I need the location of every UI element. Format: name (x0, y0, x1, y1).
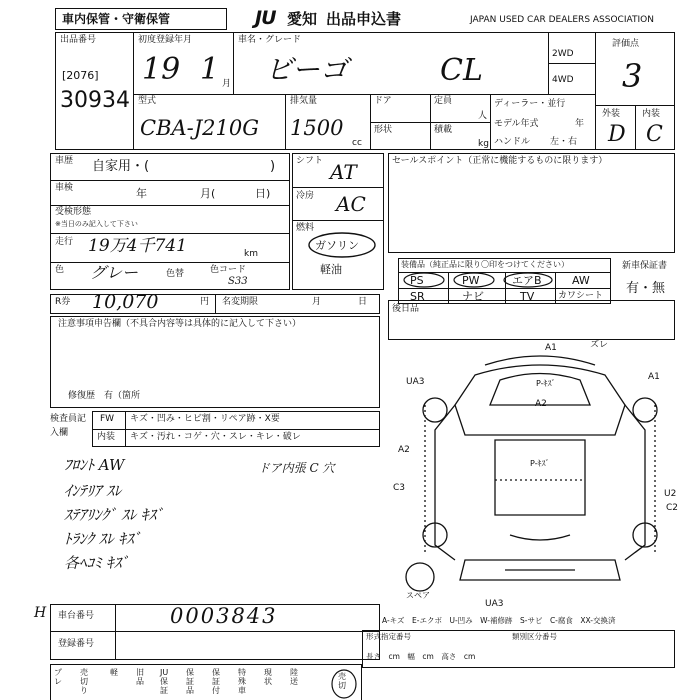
sales-point-label: セールスポイント（正常に機能するものに限ります） (392, 156, 608, 166)
repair-history: 修復歴 有（箇所 (68, 391, 141, 401)
org-name: 愛知 (287, 10, 318, 28)
inspection-year: 年 (136, 187, 147, 200)
vehicle-label: 車名・グレード (238, 35, 302, 45)
note-line-3: ｽﾃｱﾘﾝｸﾞ ｽﾚ ｷｽﾞ (64, 506, 164, 524)
dmg-p-center: P-ｷｽﾞ (530, 459, 550, 468)
color-swap-label: 色替 (166, 269, 185, 279)
dmg-u2-right: U2 (664, 489, 677, 499)
score-value: 3 (622, 57, 643, 95)
inspector-label: 検査員記入欄 (50, 414, 87, 438)
footer-col-3: 軽 (110, 668, 118, 677)
dmg-a1-right: A1 (648, 372, 660, 382)
load-label: 積載 (434, 125, 453, 135)
note-line-4: ﾄﾗﾝｸ ｽﾚ ｷｽﾞ (64, 530, 142, 548)
recycle-label: R券 (55, 297, 71, 307)
dmg-ua3-left: UA3 (406, 377, 425, 387)
footer-col-2: 売切り (80, 668, 88, 695)
footer-col-8: 特殊車 (238, 668, 246, 695)
name-change-month: 月 (312, 297, 322, 307)
displacement-label: 排気量 (290, 96, 318, 106)
drive-4wd: 4WD (552, 75, 574, 85)
note-extra: ドア内張 C 穴 (258, 461, 335, 475)
fuel-label: 燃料 (296, 223, 315, 233)
inspector-fw-items: キズ・凹み・ヒビ割・リペア跡・X要 (130, 414, 280, 424)
drive-2wd: 2WD (552, 49, 574, 59)
footer-col-9: 現状 (264, 668, 272, 686)
sold-circle (330, 668, 358, 700)
exterior-label: 外装 (602, 109, 621, 119)
dmg-c3-left: C3 (393, 483, 406, 493)
equipment-label: 装備品（純正品に限り〇印をつけてください） (401, 260, 569, 269)
displacement-value: 1500 (290, 116, 344, 140)
footer-col-1: プレ (54, 668, 62, 686)
dmg-a2-center: A2 (535, 399, 547, 409)
damage-legend: A-キズ E-エクボ U-凹み W-補修跡 S-サビ C-腐食 XX-交換済 (382, 616, 616, 625)
spare-label: スペア (406, 591, 430, 600)
ac-label: 冷房 (296, 191, 315, 201)
color-code-label: 色コード (210, 265, 247, 275)
association-name: JAPAN USED CAR DEALERS ASSOCIATION (470, 15, 654, 25)
color-label: 色 (55, 265, 65, 275)
footer-col-6: 保証品 (186, 668, 194, 695)
vehicle-grade: CL (440, 53, 483, 88)
inspector-interior-items: キズ・汚れ・コゲ・穴・スレ・キレ・破レ (130, 432, 301, 442)
inspection-month: 月( (200, 187, 216, 200)
recycle-unit: 円 (200, 297, 210, 307)
exterior-score: D (608, 122, 626, 147)
shift-label: シフト (296, 156, 324, 166)
shape-spec-label: 形式指定番号 (366, 632, 411, 641)
model-year-unit: 年 (575, 119, 585, 129)
fuel-option-gasoline: ガソリン (315, 239, 359, 252)
dmg-ua3-bottom: UA3 (485, 599, 504, 609)
model-value: CBA-J210G (140, 116, 260, 140)
registration-month-unit: 月 (222, 79, 232, 89)
footer-col-11: 売切 (338, 672, 346, 690)
model-year-label: モデル年式 (494, 119, 539, 129)
note-line-5: 各ﾍｺﾐ ｷｽﾞ (64, 554, 129, 572)
registration-label: 初度登録年月 (138, 35, 193, 45)
footer-col-10: 陸送 (290, 668, 298, 686)
equip-aw: AW (572, 274, 590, 287)
margin-mark: H (34, 605, 47, 621)
fuel-selected-circle (306, 230, 378, 260)
inspection-day: 日) (255, 187, 271, 200)
mileage-unit: km (244, 249, 258, 259)
chassis-label: 車台番号 (58, 611, 95, 621)
name-change-label: 名変期限 (222, 297, 259, 307)
footer-col-4: 旧品 (136, 668, 144, 686)
equip-sr: SR (410, 290, 425, 303)
sales-point-box (388, 153, 675, 253)
inspection-label: 車検 (55, 183, 74, 193)
dimensions-label: 長さ cm 幅 cm 高さ cm (366, 652, 476, 661)
shift-value: AT (330, 160, 357, 184)
dmg-a1-top: A1 (545, 343, 557, 353)
note-line-1: ﾌﾛﾝﾄ AW (64, 456, 125, 474)
shape-label: 形状 (374, 125, 393, 135)
model-label: 型式 (138, 96, 157, 106)
mileage-value: 19万4千741 (88, 236, 187, 256)
lot-label: 出品番号 (60, 35, 97, 45)
color-value: グレー (90, 263, 139, 282)
recycle-amount: 10,070 (92, 291, 159, 313)
usage-close: ) (270, 159, 276, 174)
fuel-option-diesel: 軽油 (320, 263, 342, 276)
notes-label: 後日品 (392, 304, 420, 314)
storage-notice: 車内保管・守衛保管 (62, 12, 171, 26)
handle-label: ハンドル (494, 137, 531, 147)
new-warranty-label: 新車保証書 (622, 261, 668, 271)
equip-ps: PS (410, 274, 424, 287)
vehicle-name: ビーゴ (265, 53, 348, 86)
equip-power-seat: カワシート (558, 291, 604, 301)
plate-label: 登録番号 (58, 639, 95, 649)
score-label: 評価点 (612, 39, 640, 49)
footer-columns (50, 664, 362, 700)
equip-tv: TV (520, 290, 535, 303)
chassis-number: 0003843 (170, 604, 278, 628)
dmg-shift-top: ズレ (590, 340, 609, 350)
notes-box (388, 300, 675, 340)
interior-score: C (646, 122, 663, 147)
dealer-label: ディーラー・並行 (494, 99, 566, 109)
usage-label: 車歴 (55, 156, 74, 166)
mileage-label: 走行 (55, 237, 74, 247)
equipment-circles (400, 272, 560, 288)
equip-navi: ナビ (462, 290, 484, 303)
dmg-a2-left: A2 (398, 445, 410, 455)
displacement-unit: cc (352, 138, 362, 148)
capacity-unit: 人 (478, 111, 488, 121)
color-code: S33 (228, 276, 248, 287)
load-unit: kg (478, 139, 489, 149)
handle-options: 左・右 (550, 137, 578, 147)
form-title: 出品申込書 (326, 10, 402, 28)
equip-pw: PW (462, 274, 480, 287)
footer-col-5: JU保証 (160, 668, 169, 695)
inspector-interior: 内装 (97, 432, 116, 442)
footer-col-7: 保証付 (212, 668, 220, 695)
equip-airbag: エアB (512, 274, 542, 287)
new-warranty-options: 有・無 (626, 281, 666, 296)
shaken-form-note: ※当日のみ記入して下さい (55, 220, 138, 228)
lot-sub: [2076] (62, 69, 99, 82)
dmg-p-top: P-ｷｽﾞ (536, 379, 556, 388)
shaken-form-label: 受検形態 (55, 207, 92, 217)
registration-month: 1 (200, 52, 220, 87)
doors-label: ドア (374, 96, 392, 106)
class-spec-label: 類別区分番号 (512, 632, 557, 641)
capacity-label: 定員 (434, 96, 453, 106)
registration-year: 19 (142, 52, 181, 87)
ac-value: AC (336, 192, 366, 216)
note-line-2: ｲﾝﾃﾘｱ ｽﾚ (64, 482, 122, 500)
dmg-c2-right: C2 (666, 503, 679, 513)
interior-label: 内装 (642, 109, 661, 119)
ju-logo: JU (255, 7, 276, 29)
usage-value: 自家用・( (92, 159, 150, 174)
inspector-fw: FW (100, 414, 115, 424)
name-change-day: 日 (358, 297, 368, 307)
lot-number: 30934 (60, 88, 130, 113)
remarks-label: 注意事項申告欄（不具合内容等は具体的に記入して下さい） (58, 319, 302, 329)
